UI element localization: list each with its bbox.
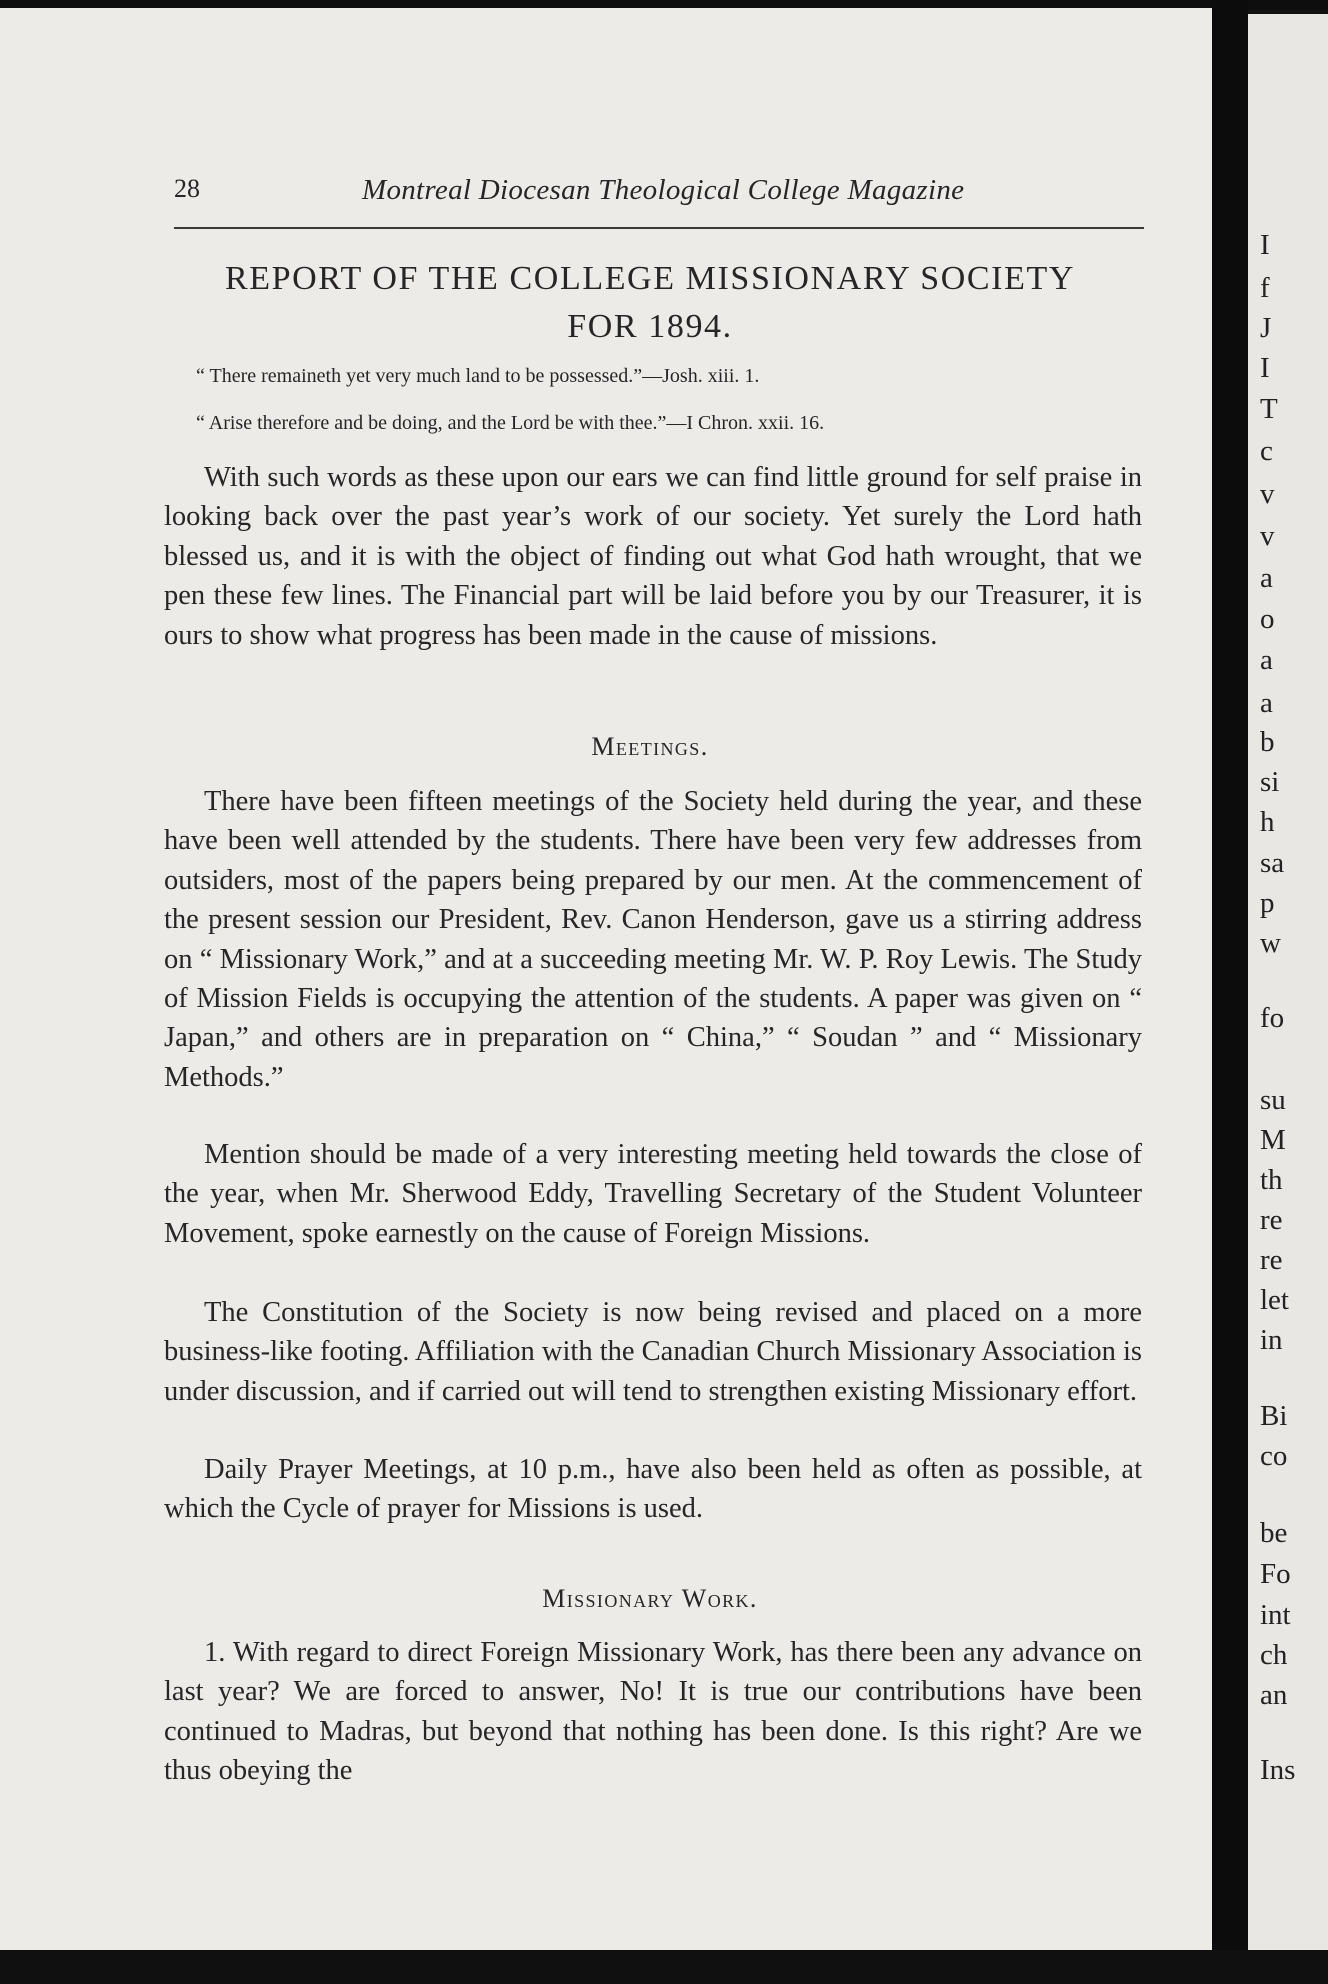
heading-missionary-work: Missionary Work. (542, 1584, 758, 1613)
facing-page-fragment: v (1260, 520, 1275, 552)
facing-page-fragment: int (1260, 1599, 1291, 1631)
facing-page-fragment: h (1260, 806, 1275, 838)
facing-page-fragment: b (1260, 726, 1275, 758)
meetings-paragraph-2: Mention should be made of a very interesting meeting held towards the close of the year, when Mr. Sherwood Eddy, Travelling Secretary of the Student Volunteer Movement, spoke earnestly on the cause of Foreign Missions. (164, 1139, 1142, 1249)
facing-page-fragment: in (1260, 1324, 1283, 1356)
facing-page-fragment: an (1260, 1679, 1288, 1711)
epigraph-chron: “ Arise therefore and be doing, and the Lord be with thee.”—I Chron. xxii. 16. (196, 412, 825, 434)
report-title-line-2: FOR 1894. (567, 308, 733, 345)
heading-meetings: Meetings. (591, 732, 709, 761)
facing-page-edge (1248, 14, 1328, 1958)
facing-page-fragment: w (1260, 927, 1281, 959)
missionary-work-paragraph-1: 1. With regard to direct Foreign Missionary Work, has there been any advance on last year? We are forced to answer, No! It is true our contributions have been continued to Madras, but beyond that nothing has been done. Is this right? Are we thus obeying the (164, 1637, 1142, 1787)
facing-page-fragment: p (1260, 887, 1275, 919)
book-gutter (1212, 0, 1248, 1984)
facing-page-fragment: ch (1260, 1639, 1288, 1671)
scan-border-bottom (0, 1950, 1328, 1984)
facing-page-fragment: Bi (1260, 1400, 1288, 1432)
facing-page-fragment: v (1260, 478, 1275, 510)
intro-paragraph: With such words as these upon our ears we can find little ground for self praise in looking back over the past year’s work of our society. Yet surely the Lord hath blessed us, and it is with the object of finding out what God hath wrought, that we pen these few lines. The Financial part will be laid before you by our Treasurer, it is ours to show what progress has been made in the cause of missions. (164, 462, 1142, 651)
facing-page-fragment: a (1260, 644, 1273, 676)
facing-page-fragment: let (1260, 1284, 1289, 1316)
running-header (174, 170, 1144, 220)
report-title (150, 255, 1150, 351)
facing-page-fragment: th (1260, 1164, 1283, 1196)
facing-page-fragment: fo (1260, 1002, 1285, 1034)
page-number: 28 (174, 174, 200, 203)
facing-page-fragment: a (1260, 562, 1273, 594)
facing-page-fragment: f (1260, 272, 1270, 304)
facing-page-fragment: si (1260, 766, 1280, 798)
header-rule (174, 227, 1144, 229)
epigraph-josh: “ There remaineth yet very much land to be possessed.”—Josh. xiii. 1. (196, 365, 760, 387)
facing-page-fragment: Fo (1260, 1558, 1291, 1590)
facing-page-fragment: su (1260, 1084, 1286, 1116)
facing-page-fragment: J (1260, 312, 1272, 344)
facing-page-fragment: be (1260, 1517, 1288, 1549)
facing-page-fragment: I (1260, 229, 1270, 261)
facing-page-fragment: a (1260, 687, 1273, 719)
meetings-paragraph-3: The Constitution of the Society is now being revised and placed on a more business-like footing. Affiliation with the Canadian Church Missionary Association is under discussion, and if carried out will tend to strengthen existing Missionary effort. (164, 1297, 1142, 1407)
facing-page-fragment: co (1260, 1440, 1288, 1472)
meetings-paragraph-4: Daily Prayer Meetings, at 10 p.m., have also been held as often as possible, at which the Cycle of prayer for Missions is used. (164, 1454, 1142, 1525)
facing-page-fragment: I (1260, 352, 1270, 384)
facing-page-fragment: M (1260, 1124, 1286, 1156)
facing-page-fragment: Ins (1260, 1754, 1296, 1786)
running-title: Montreal Diocesan Theological College Magazine (362, 174, 965, 206)
facing-page-fragment: re (1260, 1204, 1283, 1236)
facing-page-fragment: c (1260, 435, 1273, 467)
facing-page-fragment: o (1260, 603, 1275, 635)
meetings-paragraph-1: There have been fifteen meetings of the Society held during the year, and these have been well attended by the students. There have been very few addresses from outsiders, most of the papers being prepared by our men. At the commencement of the present session our President, Rev. Canon Henderson, gave us a stirring address on “ Missionary Work,” and at a succeeding meeting Mr. W. P. Roy Lewis. The Study of Mission Fields is occupying the attention of the students. A paper was given on “ Japan,” and others are in preparation on “ China,” “ Soudan ” and “ Missionary Methods.” (164, 786, 1142, 1093)
report-title-line-1: REPORT OF THE COLLEGE MISSIONARY SOCIETY (224, 260, 1075, 297)
facing-page-fragment: sa (1260, 847, 1285, 879)
facing-page-fragment: re (1260, 1244, 1283, 1276)
facing-page-fragment: T (1260, 393, 1278, 425)
